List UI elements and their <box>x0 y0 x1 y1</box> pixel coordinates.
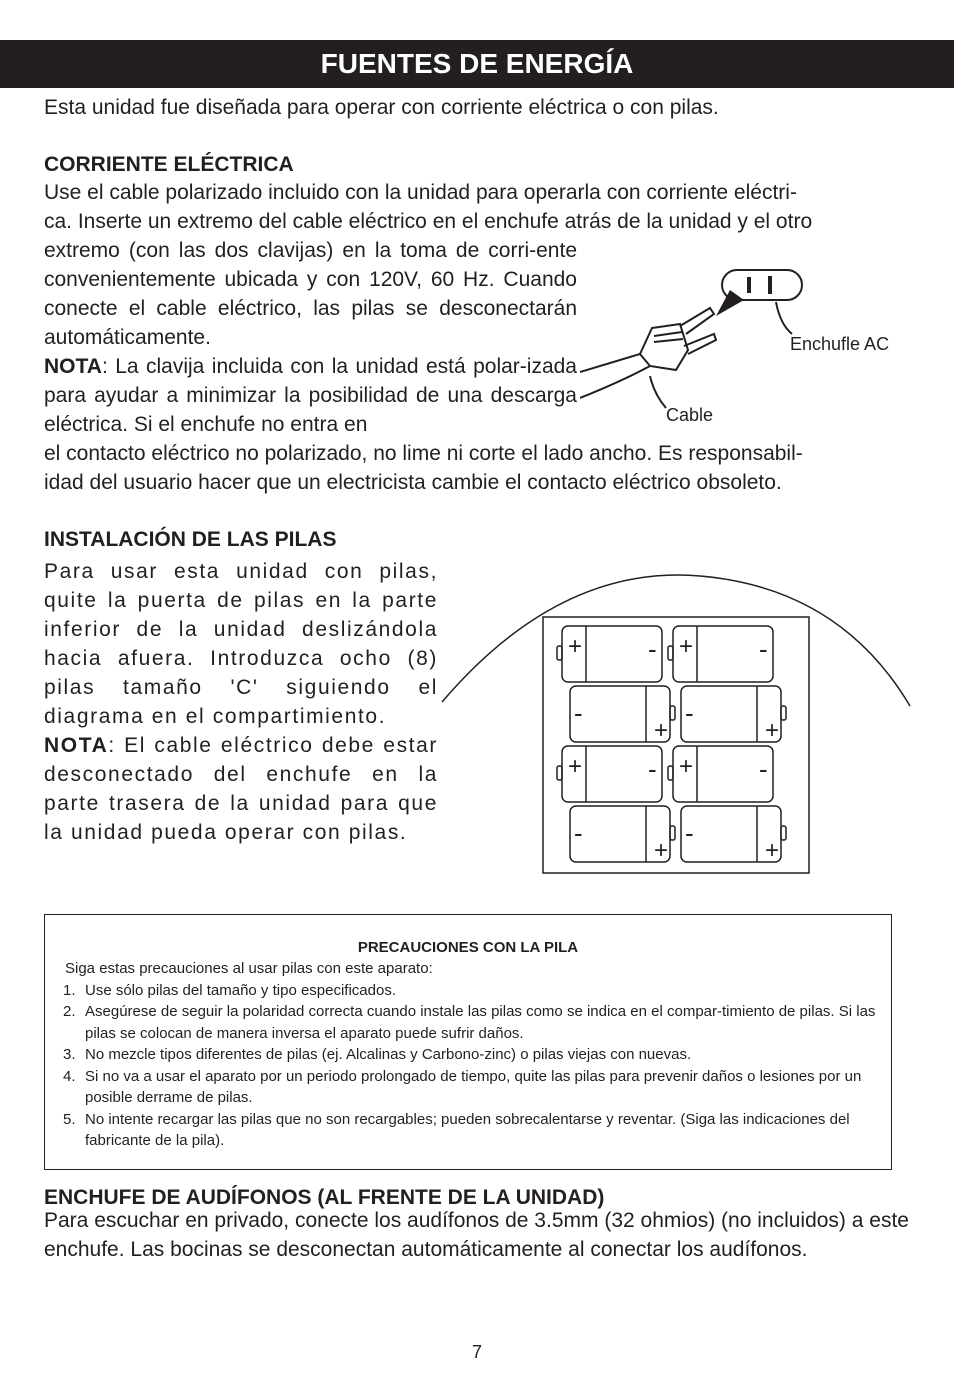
battery-compartment-illustration <box>440 574 914 880</box>
plus-sign: + <box>568 633 583 660</box>
minus-sign: - <box>759 754 768 784</box>
minus-sign: - <box>759 634 768 664</box>
battery-icon <box>681 686 786 744</box>
precautions-title: PRECAUCIONES CON LA PILA <box>357 939 579 956</box>
cable-label: Cable <box>666 405 714 425</box>
ac-wrap-paragraph <box>44 236 577 439</box>
minus-sign: - <box>648 634 657 664</box>
ac-after-line-2: idad del usuario hacer que un electricista cambie el contacto eléctrico obsoleto. <box>44 471 782 494</box>
ac-heading: CORRIENTE ELÉCTRICA <box>44 153 294 176</box>
battery-note-text: : El cable eléctrico debe estar desconectado del enchufe en la parte trasera de la unidad para que la unidad pueda operar con pilas. <box>44 734 438 844</box>
minus-sign: - <box>685 698 694 728</box>
ac-plug-illustration <box>580 262 920 432</box>
plus-sign: + <box>679 753 694 780</box>
precautions-box <box>44 914 892 1170</box>
minus-sign: - <box>574 698 583 728</box>
battery-paragraph <box>44 557 438 847</box>
ac-note-label: NOTA <box>44 355 102 378</box>
plus-sign: + <box>654 837 669 864</box>
ac-wrap-text: extremo (con las dos clavijas) en la toma de corri-ente convenientemente ubicada y con 120V, 60 Hz. Cuando conecte el cable eléctrico, las pilas se desconectarán automáticamente. <box>44 239 577 349</box>
battery-icon <box>668 746 773 802</box>
ac-line-2: ca. Inserte un extremo del cable eléctrico en el enchufe atrás de la unidad y el otro <box>44 210 813 233</box>
intro-text: Esta unidad fue diseñada para operar con corriente eléctrica o con pilas. <box>44 96 719 119</box>
battery-text: Para usar esta unidad con pilas, quite la puerta de pilas en la parte inferior de la unidad deslizándola hacia afuera. Introduzca ocho (8) pilas tamaño 'C' siguiendo el diagrama en el compartimiento. <box>44 560 438 728</box>
plus-sign: + <box>765 837 780 864</box>
battery-heading: INSTALACIÓN DE LAS PILAS <box>44 528 337 551</box>
battery-icon <box>668 626 773 682</box>
precautions-list <box>63 980 883 1152</box>
minus-sign: - <box>648 754 657 784</box>
list-item: 1. Use sólo pilas del tamaño y tipo especificados. <box>63 981 397 999</box>
battery-icon <box>570 806 675 864</box>
ac-note-text: : La clavija incluida con la unidad está polar-izada para ayudar a minimizar la posibilidad de una descarga eléctrica. Si el enchufe no entra en <box>44 355 577 436</box>
page-number: 7 <box>471 1342 482 1362</box>
headphone-text: Para escuchar en privado, conecte los audífonos de 3.5mm (32 ohmios) (no incluidos) a este enchufe. Las bocinas se desconectan automáticamente al conectar los audífonos. <box>44 1209 909 1261</box>
plus-sign: + <box>568 753 583 780</box>
outlet-leader-line <box>776 302 792 334</box>
ac-line-1: Use el cable polarizado incluido con la unidad para operarla con corriente eléctri- <box>44 181 797 204</box>
precautions-intro: Siga estas precauciones al usar pilas con este aparato: <box>65 960 433 977</box>
battery-note-label: NOTA <box>44 734 109 757</box>
compartment-frame <box>543 617 809 873</box>
headphone-heading: ENCHUFE DE AUDÍFONOS (AL FRENTE DE LA UNIDAD) <box>44 1186 605 1209</box>
battery-icon <box>557 626 662 682</box>
plug-body-icon <box>640 324 688 370</box>
cable-leader-line <box>650 376 666 408</box>
list-item: 5. No intente recargar las pilas que no son recargables; pueden sobrecalentarse y reventar. (Siga las indicaciones del fabricante de la pila). <box>63 1110 850 1149</box>
minus-sign: - <box>574 818 583 848</box>
ac-after-line-1: el contacto eléctrico no polarizado, no lime ni corte el lado ancho. Es responsabil- <box>44 442 803 465</box>
outlet-label: Enchufle AC <box>790 334 890 354</box>
list-item: 3. No mezcle tipos diferentes de pilas (ej. Alcalinas y Carbono-zinc) o pilas viejas con nuevas. <box>63 1046 692 1063</box>
page-title: FUENTES DE ENERGÍA <box>0 40 954 88</box>
minus-sign: - <box>685 818 694 848</box>
list-item: 4. Si no va a usar el aparato por un periodo prolongado de tiempo, quite las pilas para prevenir daños o lesiones por un posible derrame de pilas. <box>63 1067 862 1106</box>
insert-arrow-icon <box>716 290 744 316</box>
battery-icon <box>681 806 786 864</box>
plus-sign: + <box>654 717 669 744</box>
unit-outline-arc <box>442 575 910 706</box>
plus-sign: + <box>765 717 780 744</box>
battery-icon <box>557 746 662 802</box>
list-item: 2. Asegúrese de seguir la polaridad correcta cuando instale las pilas como se indica en el compar-timiento de pilas. Si las pilas se colocan de manera inversa el aparato puede sufrir daños. <box>63 1003 876 1042</box>
plus-sign: + <box>679 633 694 660</box>
battery-icon <box>570 686 675 744</box>
